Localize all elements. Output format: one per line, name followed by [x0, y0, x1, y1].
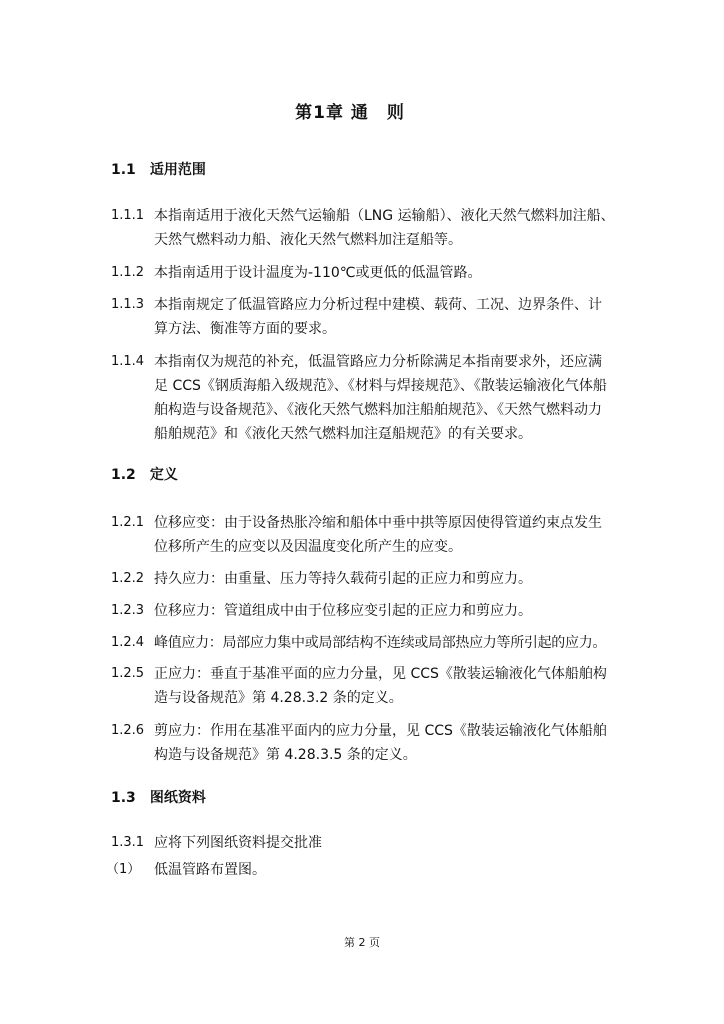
clause-number: 1.1.2	[111, 265, 145, 280]
clause-number: 1.2.5	[111, 666, 145, 681]
clause-1-1-3	[111, 293, 631, 341]
clause-1-1-4	[111, 350, 631, 446]
section-title: 定义	[149, 467, 178, 483]
clause-line: 天然气燃料动力船、液化天然气燃料加注趸船等。	[154, 232, 462, 248]
clause-line: 本指南适用于设计温度为-110℃或更低的低温管路。	[154, 265, 482, 281]
clause-1-3-1	[111, 831, 631, 855]
chapter-title: 第1章 通 则	[295, 103, 405, 123]
clause-line: 位移应变：由于设备热胀冷缩和船体中垂中拱等原因使得管道约束点发生	[154, 515, 602, 531]
page-footer: 第 2 页	[344, 936, 380, 949]
clause-1-1-2	[111, 261, 631, 285]
clause-number: 1.1.1	[111, 208, 145, 223]
clause-1-2-2	[111, 567, 631, 591]
clause-line: 算方法、衡准等方面的要求。	[154, 321, 336, 337]
section-number: 1.3	[111, 790, 136, 806]
section-number: 1.1	[111, 162, 136, 178]
section-heading-1-3	[111, 788, 206, 808]
clause-number: 1.2.2	[111, 571, 145, 586]
section-heading-1-2	[111, 465, 178, 485]
section-number: 1.2	[111, 467, 136, 483]
section-heading-1-1	[111, 160, 206, 180]
clause-number: 1.1.4	[111, 354, 145, 369]
clause-line: 位移应力：管道组成中由于位移应变引起的正应力和剪应力。	[154, 603, 532, 619]
clause-1-2-6	[111, 719, 631, 767]
clause-line: 持久应力：由重量、压力等持久载荷引起的正应力和剪应力。	[154, 571, 532, 587]
clause-line: 舶构造与设备规范》、《液化天然气燃料加注船舶规范》、《天然气燃料动力	[154, 402, 602, 418]
clause-number: 1.2.1	[111, 515, 145, 530]
clause-number: 1.2.3	[111, 603, 145, 618]
clause-line: 本指南仅为规范的补充，低温管路应力分析除满足本指南要求外，还应满	[154, 354, 602, 370]
clause-1-2-4	[111, 631, 631, 655]
clause-1-2-5	[111, 662, 631, 710]
clause-line: 本指南规定了低温管路应力分析过程中建模、载荷、工况、边界条件、计	[154, 297, 602, 313]
clause-line: 构造与设备规范》第 4.28.3.5 条的定义。	[154, 747, 417, 763]
clause-line: 本指南适用于液化天然气运输船（LNG 运输船）、液化天然气燃料加注船、	[154, 208, 615, 224]
clause-line: 造与设备规范》第 4.28.3.2 条的定义。	[154, 690, 403, 706]
clause-line: 船舶规范》和《液化天然气燃料加注趸船规范》的有关要求。	[154, 426, 532, 442]
list-item-1	[106, 858, 626, 882]
clause-number: 1.1.3	[111, 297, 145, 312]
section-title: 图纸资料	[149, 790, 206, 806]
clause-1-1-1	[111, 204, 631, 252]
clause-line: 足 CCS《钢质海船入级规范》、《材料与焊接规范》、《散装运输液化气体船	[154, 378, 607, 394]
clause-line: 剪应力：作用在基准平面内的应力分量，见 CCS《散装运输液化气体船舶	[154, 723, 607, 739]
clause-number: 1.2.6	[111, 723, 145, 738]
clause-number: 1.2.4	[111, 635, 145, 650]
clause-line: 位移所产生的应变以及因温度变化所产生的应变。	[154, 539, 462, 555]
clause-1-2-1	[111, 511, 631, 559]
clause-1-2-3	[111, 599, 631, 623]
clause-line: 低温管路布置图。	[154, 862, 266, 878]
section-title: 适用范围	[149, 162, 206, 178]
clause-line: 应将下列图纸资料提交批准	[154, 835, 322, 851]
clause-line: 正应力：垂直于基准平面的应力分量，见 CCS《散装运输液化气体船舶构	[154, 666, 607, 682]
clause-line: 峰值应力：局部应力集中或局部结构不连续或局部热应力等所引起的应力。	[154, 635, 607, 651]
list-number: （1）	[106, 862, 141, 877]
clause-number: 1.3.1	[111, 835, 145, 850]
